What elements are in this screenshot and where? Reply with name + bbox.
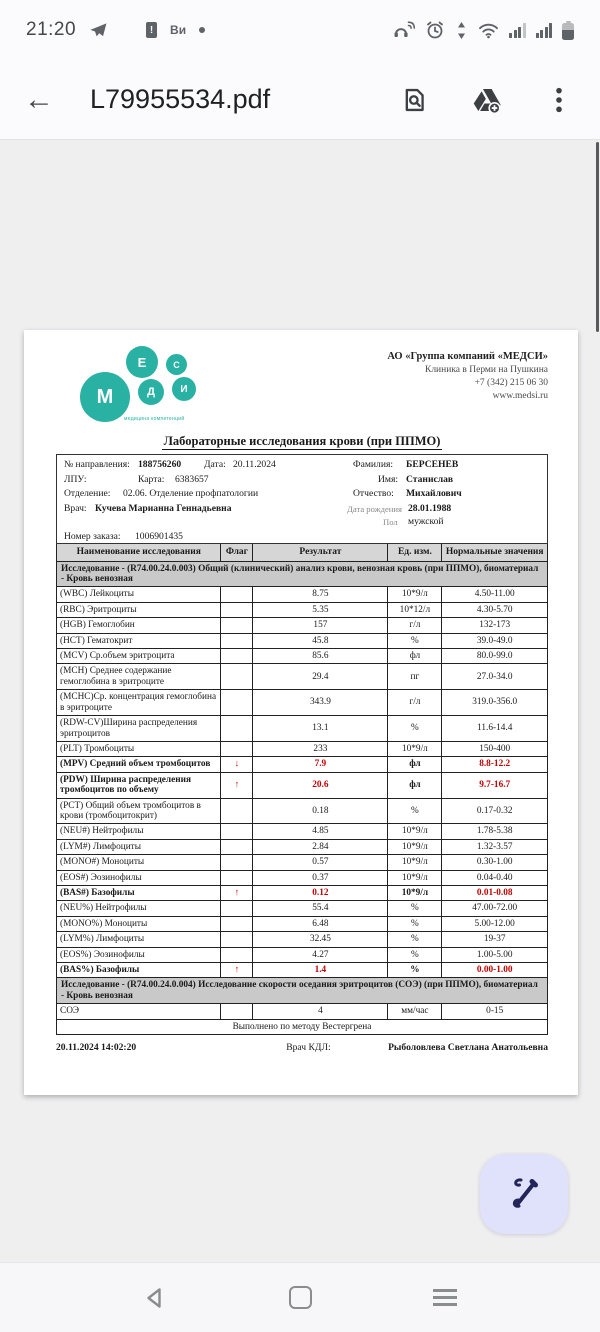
cell-flag (221, 901, 253, 916)
cell-flag (221, 602, 253, 617)
cell-name: (EOS#) Эозинофилы (57, 870, 221, 885)
cell-flag (221, 649, 253, 664)
company-block (387, 350, 548, 403)
section-title: Исследование - (R74.00.24.0.004) Исследование скорости оседания эритроцитов (СОЭ) (при ППМО), биоматериал - Кровь венозная (57, 978, 548, 1004)
cell-result: 4.27 (253, 947, 388, 962)
table-row (57, 824, 548, 839)
cell-flag (221, 633, 253, 648)
cell-units: фл (388, 649, 442, 664)
surname-label: Фамилия: (353, 459, 394, 470)
cell-flag (221, 932, 253, 947)
birth-label: Дата рождения (347, 504, 402, 514)
cell-normal: 0.04-0.40 (442, 870, 548, 885)
cell-flag (221, 824, 253, 839)
cell-units: % (388, 932, 442, 947)
find-in-document-icon[interactable] (398, 83, 432, 117)
cell-name: (BAS%) Базофилы (57, 963, 221, 978)
cell-flag: ↑ (221, 885, 253, 900)
table-row (57, 798, 548, 824)
cell-normal: 39.0-49.0 (442, 633, 548, 648)
table-row (57, 916, 548, 931)
cell-result: 343.9 (253, 690, 388, 716)
status-bar (0, 0, 600, 60)
table-row (57, 1004, 548, 1019)
updown-arrows-icon (455, 21, 468, 40)
cell-result: 13.1 (253, 716, 388, 742)
company-site: www.medsi.ru (492, 390, 548, 401)
cell-flag (221, 587, 253, 602)
report-footer (56, 1042, 548, 1053)
cell-flag (221, 690, 253, 716)
back-arrow-icon[interactable]: ← (24, 82, 54, 116)
cell-name: СОЭ (57, 1004, 221, 1019)
name-label: Имя: (378, 473, 399, 485)
cell-normal: 80.0-99.0 (442, 649, 548, 664)
cell-units: % (388, 901, 442, 916)
grid-icon (121, 24, 133, 36)
cell-units: 10*9/л (388, 885, 442, 900)
table-row (57, 901, 548, 916)
table-row (57, 839, 548, 854)
cell-flag (221, 916, 253, 931)
column-header: Нормальные значения (442, 544, 548, 562)
cell-normal: 47.00-72.00 (442, 901, 548, 916)
cell-name: (HGB) Гемоглобин (57, 618, 221, 633)
table-row (57, 932, 548, 947)
cell-normal: 0.17-0.32 (442, 798, 548, 824)
cell-flag (221, 664, 253, 690)
cell-units: % (388, 916, 442, 931)
cell-units: 10*9/л (388, 741, 442, 756)
table-row (57, 633, 548, 648)
cell-result: 1.4 (253, 963, 388, 978)
cell-normal: 1.78-5.38 (442, 824, 548, 839)
cell-result: 233 (253, 741, 388, 756)
cell-name: (MONO%) Моноциты (57, 916, 221, 931)
pdf-toolbar (0, 60, 600, 140)
patronymic-value: Михайлович (406, 488, 462, 499)
kdl-doctor-name: Рыболовлева Светлана Анатольевна (388, 1042, 548, 1054)
cell-result: 0.12 (253, 885, 388, 900)
date-value: 20.11.2024 (233, 459, 276, 470)
home-square-icon[interactable] (280, 1278, 320, 1318)
cell-name: (LYM#) Лимфоциты (57, 839, 221, 854)
cell-name: (MCV) Ср.объем эритроцита (57, 649, 221, 664)
logo-circle: И (172, 377, 196, 401)
company-phone: +7 (342) 215 06 30 (474, 377, 548, 388)
cell-normal: 8.8-12.2 (442, 757, 548, 772)
cell-name: (PDW) Ширина распределения тромбоцитов по объему (57, 772, 221, 798)
order-label: Номер заказа: (64, 531, 121, 542)
cell-flag (221, 716, 253, 742)
date-label: Дата: (204, 459, 226, 470)
cell-name: (MCHC)Ср. концентрация гемоглобина в эритроците (57, 690, 221, 716)
cell-normal: 0-15 (442, 1004, 548, 1019)
column-header: Наименование исследования (57, 544, 221, 562)
sex-label: Пол (383, 517, 398, 527)
cell-name: (NEU%) Нейтрофилы (57, 901, 221, 916)
order-value: 1006901435 (135, 531, 183, 542)
cell-units: 10*9/л (388, 839, 442, 854)
cell-flag: ↑ (221, 963, 253, 978)
table-row (57, 947, 548, 962)
cell-result: 20.6 (253, 772, 388, 798)
cell-units: г/л (388, 690, 442, 716)
cell-name: (MONO#) Моноциты (57, 855, 221, 870)
results-table-head-row (57, 544, 548, 562)
dept-value: 02.06. Отделение профпатологии (123, 488, 259, 499)
cell-result: 4.85 (253, 824, 388, 839)
annotate-pen-icon (504, 1172, 544, 1217)
cell-units: % (388, 716, 442, 742)
cell-normal: 1.32-3.57 (442, 839, 548, 854)
table-row (57, 855, 548, 870)
cell-name: (MPV) Средний объем тромбоцитов (57, 757, 221, 772)
cell-flag (221, 855, 253, 870)
signal-bars-icon (536, 22, 553, 38)
cell-units: % (388, 798, 442, 824)
alarm-icon (425, 20, 445, 40)
table-row (57, 716, 548, 742)
table-row (57, 649, 548, 664)
card-value: 6383657 (175, 473, 209, 485)
cell-normal: 5.00-12.00 (442, 916, 548, 931)
table-row (57, 690, 548, 716)
table-row (57, 741, 548, 756)
telegram-icon (89, 21, 108, 40)
cell-normal: 150-400 (442, 741, 548, 756)
cell-name: (EOS%) Эозинофилы (57, 947, 221, 962)
cell-result: 8.75 (253, 587, 388, 602)
dept-label: Отделение: (64, 488, 111, 499)
cell-flag (221, 1004, 253, 1019)
doctor-value: Кучева Марианна Геннадьевна (95, 502, 232, 514)
logo-tagline: медицина компетенций (124, 416, 185, 422)
recents-menu-icon[interactable] (425, 1278, 465, 1318)
cell-name: (MCH) Среднее содержание гемоглобина в эритроците (57, 664, 221, 690)
cell-units: г/л (388, 618, 442, 633)
table-row (57, 587, 548, 602)
cell-result: 2.84 (253, 839, 388, 854)
cell-name: (HCT) Гематокрит (57, 633, 221, 648)
cell-result: 0.18 (253, 798, 388, 824)
add-to-drive-icon[interactable] (470, 83, 504, 117)
cell-units: 10*9/л (388, 855, 442, 870)
logo-circle: С (166, 354, 187, 375)
cell-flag (221, 839, 253, 854)
ref-label: № направления: (64, 459, 130, 470)
scrollbar[interactable] (596, 142, 599, 332)
cell-normal: 132-173 (442, 618, 548, 633)
cell-result: 0.57 (253, 855, 388, 870)
pdf-page (24, 330, 578, 1095)
patient-info-box (56, 454, 548, 544)
cell-name: (PLT) Тромбоциты (57, 741, 221, 756)
lpu-label: ЛПУ: (64, 473, 87, 485)
cell-result: 7.9 (253, 757, 388, 772)
table-row (57, 963, 548, 978)
cell-result: 4 (253, 1004, 388, 1019)
cell-units: 10*9/л (388, 870, 442, 885)
cell-result: 55.4 (253, 901, 388, 916)
cell-flag (221, 741, 253, 756)
birth-value: 28.01.1988 (408, 502, 452, 514)
clock-time: 21:20 (26, 19, 77, 40)
cell-units: 10*9/л (388, 824, 442, 839)
card-label: Карта: (138, 473, 165, 485)
results-table (56, 543, 548, 1035)
cell-name: (RBC) Эритроциты (57, 602, 221, 617)
section-title: Исследование - (R74.00.24.0.003) Общий (клинический) анализ крови, венозная кровь (при ППМО), биоматериал - Кровь венозная (57, 561, 548, 587)
wifi-icon (478, 22, 499, 39)
cell-result: 32.45 (253, 932, 388, 947)
signal-bars-icon (509, 22, 526, 38)
cell-normal: 4.50-11.00 (442, 587, 548, 602)
column-header: Флаг (221, 544, 253, 562)
cell-units: % (388, 633, 442, 648)
cell-result: 0.37 (253, 870, 388, 885)
cell-name: (PCT) Общий объем тромбоцитов в крови (тромбоцитокрит) (57, 798, 221, 824)
dot-icon (199, 27, 205, 33)
results-table-body (57, 561, 548, 1034)
cell-result: 5.35 (253, 602, 388, 617)
cell-result: 29.4 (253, 664, 388, 690)
cell-normal: 19-37 (442, 932, 548, 947)
battery-alert-icon: ! (146, 22, 157, 38)
cell-normal: 0.01-0.08 (442, 885, 548, 900)
cell-units: 10*12/л (388, 602, 442, 617)
cell-normal: 9.7-16.7 (442, 772, 548, 798)
table-row (57, 772, 548, 798)
android-nav-bar (0, 1262, 600, 1332)
cell-units: фл (388, 757, 442, 772)
section-header-row (57, 978, 548, 1004)
method-note: Выполнено по методу Вестергрена (57, 1019, 548, 1034)
cell-result: 85.6 (253, 649, 388, 664)
company-clinic: Клиника в Перми на Пушкина (424, 365, 548, 376)
cell-result: 157 (253, 618, 388, 633)
cell-name: (BAS#) Базофилы (57, 885, 221, 900)
vi-badge: Ви (170, 23, 187, 37)
section-header-row (57, 561, 548, 587)
cell-units: фл (388, 772, 442, 798)
surname-value: БЕРСЕНЕВ (406, 459, 459, 470)
pdf-viewer[interactable] (0, 140, 600, 1262)
cell-flag (221, 798, 253, 824)
cell-name: (RDW-CV)Ширина распределения эритроцитов (57, 716, 221, 742)
cell-name: (NEU#) Нейтрофилы (57, 824, 221, 839)
cell-flag: ↓ (221, 757, 253, 772)
table-note-row (57, 1019, 548, 1034)
vowifi-call-icon (393, 21, 415, 39)
cell-units: % (388, 963, 442, 978)
cell-units: % (388, 947, 442, 962)
cell-normal: 4.30-5.70 (442, 602, 548, 617)
cell-flag: ↑ (221, 772, 253, 798)
cell-normal: 319.0-356.0 (442, 690, 548, 716)
kdl-doctor-label: Врач КДЛ: (286, 1042, 331, 1054)
logo-circle: М (80, 372, 130, 422)
company-name: АО «Группа компаний «МЕДСИ» (387, 351, 548, 362)
cell-name: (WBC) Лейкоциты (57, 587, 221, 602)
back-triangle-icon[interactable] (135, 1278, 175, 1318)
battery-icon (562, 21, 574, 40)
cell-normal: 0.30-1.00 (442, 855, 548, 870)
name-value: Станислав (406, 473, 454, 485)
report-datetime: 20.11.2024 14:02:20 (56, 1042, 137, 1054)
table-row (57, 870, 548, 885)
patronymic-label: Отчество: (353, 488, 394, 499)
table-row (57, 664, 548, 690)
logo-circle: Е (126, 346, 158, 378)
overflow-menu-icon[interactable] (542, 83, 576, 117)
sex-value: мужской (408, 515, 444, 527)
cell-units: пг (388, 664, 442, 690)
annotate-fab-button[interactable] (480, 1154, 568, 1234)
cell-normal: 11.6-14.4 (442, 716, 548, 742)
cell-units: 10*9/л (388, 587, 442, 602)
report-title: Лабораторные исследования крови (при ППМО) (163, 434, 441, 448)
cell-result: 45.8 (253, 633, 388, 648)
cell-flag (221, 618, 253, 633)
cell-normal: 0.00-1.00 (442, 963, 548, 978)
table-row (57, 885, 548, 900)
logo-circle: Д (138, 379, 164, 405)
table-row (57, 602, 548, 617)
cell-normal: 27.0-34.0 (442, 664, 548, 690)
table-row (57, 757, 548, 772)
cell-flag (221, 947, 253, 962)
table-row (57, 618, 548, 633)
medsi-logo (80, 346, 210, 430)
cell-flag (221, 870, 253, 885)
cell-normal: 1.00-5.00 (442, 947, 548, 962)
ref-value: 188756260 (138, 459, 182, 470)
doctor-label: Врач: (64, 502, 87, 514)
document-title: L79955534.pdf (90, 84, 271, 114)
cell-result: 6.48 (253, 916, 388, 931)
column-header: Ед. изм. (388, 544, 442, 562)
cell-units: мм/час (388, 1004, 442, 1019)
cell-name: (LYM%) Лимфоциты (57, 932, 221, 947)
column-header: Результат (253, 544, 388, 562)
